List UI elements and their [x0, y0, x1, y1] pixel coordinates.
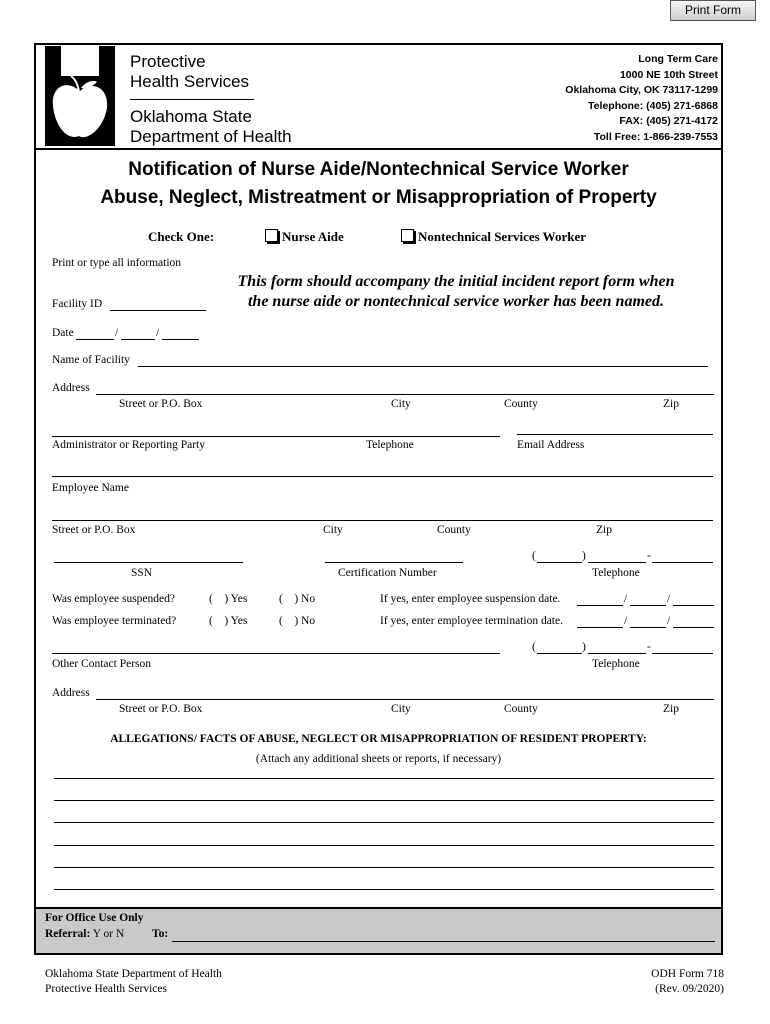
date-month-field[interactable] [76, 339, 114, 340]
other-contact-field[interactable] [52, 653, 500, 654]
terminated-question: Was employee terminated? [52, 615, 177, 627]
contact-phone-label: Telephone [592, 658, 640, 670]
contact-phone-prefix-field[interactable] [588, 653, 646, 654]
employee-name-field[interactable] [52, 476, 713, 477]
nurse-aide-option[interactable] [265, 229, 344, 245]
date-day-field[interactable] [121, 339, 155, 340]
administrator-field[interactable] [52, 436, 500, 437]
terminated-no-label: No [301, 615, 316, 627]
contact-city: Oklahoma City, OK 73117-1299 [565, 84, 718, 96]
form-title-line2: Abuse, Neglect, Mistreatment or Misappropriation of Property [100, 187, 657, 208]
employee-phone-area-field[interactable] [537, 562, 582, 563]
form-title-line1: Notification of Nurse Aide/Nontechnical Service Worker [128, 159, 629, 180]
org-name-line1: Protective [130, 52, 206, 71]
contact-phone-line-field[interactable] [652, 653, 713, 654]
employee-phone-label: Telephone [592, 567, 640, 579]
ssn-field[interactable] [54, 562, 243, 563]
office-use-title: For Office Use Only [45, 912, 144, 924]
nurse-aide-checkbox[interactable] [265, 229, 278, 242]
street-caption: Street or P.O. Box [119, 398, 203, 410]
terminated-no-option[interactable]: ( ) No [279, 615, 316, 627]
contact-address-label: Address [52, 687, 90, 699]
suspension-year-field[interactable] [673, 605, 714, 606]
employee-city-caption: City [323, 524, 343, 536]
header-divider [36, 148, 721, 150]
footer-org: Oklahoma State Department of Health [45, 968, 222, 980]
org-divider [130, 99, 254, 100]
contact-block [565, 52, 718, 145]
employee-zip-caption: Zip [596, 524, 612, 536]
allegations-line-1[interactable] [54, 778, 714, 779]
facility-address-field[interactable] [96, 394, 714, 395]
certification-label: Certification Number [338, 567, 437, 579]
allegations-line-2[interactable] [54, 800, 714, 801]
print-instruction: Print or type all information [52, 257, 182, 269]
employee-address-field[interactable] [52, 520, 713, 521]
termination-day-field[interactable] [630, 627, 666, 628]
employee-phone-prefix-field[interactable] [588, 562, 646, 563]
terminated-yes-label: Yes [230, 615, 248, 627]
termination-date-label: If yes, enter employee termination date. [380, 615, 563, 627]
contact-phone-area-field[interactable] [537, 653, 582, 654]
referral-label: Referral: [45, 928, 91, 940]
facility-address-label: Address [52, 382, 90, 394]
terminated-yes-option[interactable]: ( ) Yes [209, 615, 248, 627]
allegations-line-6[interactable] [54, 889, 714, 890]
ssn-label: SSN [131, 567, 153, 579]
county-caption: County [504, 398, 538, 410]
date-label: Date [52, 327, 74, 339]
nontechnical-checkbox[interactable] [401, 229, 414, 242]
odh-logo [45, 46, 115, 146]
facility-id-label: Facility ID [52, 298, 103, 310]
employee-county-caption: County [437, 524, 471, 536]
certification-field[interactable] [325, 562, 463, 563]
to-field[interactable] [172, 941, 715, 942]
date-year-field[interactable] [162, 339, 199, 340]
allegations-line-4[interactable] [54, 845, 714, 846]
facility-name-field[interactable] [138, 366, 708, 367]
allegations-line-3[interactable] [54, 822, 714, 823]
note-line2: the nurse aide or nontechnical service worker has been named. [247, 293, 664, 310]
check-one-label: Check One: [148, 229, 215, 244]
admin-telephone-label: Telephone [366, 439, 414, 451]
allegations-heading: ALLEGATIONS/ FACTS OF ABUSE, NEGLECT OR MISAPPROPRIATION OF RESIDENT PROPERTY: [110, 733, 647, 745]
contact-zip-caption: Zip [663, 703, 679, 715]
suspension-month-field[interactable] [577, 605, 623, 606]
nontechnical-option[interactable] [401, 229, 586, 245]
referral-row [45, 928, 124, 940]
form-number: ODH Form 718 [651, 968, 724, 980]
facility-name-label: Name of Facility [52, 354, 130, 366]
suspension-day-field[interactable] [630, 605, 666, 606]
contact-county-caption: County [504, 703, 538, 715]
suspended-yes-option[interactable]: ( ) Yes [209, 593, 248, 605]
org-name-line2: Health Services [130, 72, 250, 91]
note-line1: This form should accompany the initial incident report form when [237, 273, 675, 290]
org-name-line3: Oklahoma State [130, 107, 252, 126]
contact-city-caption: City [391, 703, 411, 715]
contact-street: 1000 NE 10th Street [619, 68, 718, 81]
contact-address-field[interactable] [96, 699, 714, 700]
termination-year-field[interactable] [673, 627, 714, 628]
instruction-note [216, 272, 696, 312]
suspended-no-option[interactable]: ( ) No [279, 593, 316, 605]
employee-name-label: Employee Name [52, 482, 129, 494]
footer-division: Protective Health Services [45, 983, 167, 995]
email-label: Email Address [517, 439, 585, 451]
employee-phone-line-field[interactable] [652, 562, 713, 563]
allegations-subheading: (Attach any additional sheets or reports, if necessary) [255, 753, 502, 765]
nurse-aide-label: Nurse Aide [282, 229, 344, 244]
to-label: To: [152, 928, 169, 940]
email-field[interactable] [517, 434, 713, 435]
print-form-button[interactable]: Print Form [670, 0, 756, 21]
footer-right [651, 967, 724, 997]
zip-caption: Zip [663, 398, 679, 410]
contact-fax: FAX: (405) 271-4172 [619, 115, 718, 127]
suspension-date-label: If yes, enter employee suspension date. [380, 593, 561, 605]
org-name-line4: Department of Health [130, 127, 292, 146]
suspended-yes-label: Yes [230, 593, 248, 605]
termination-month-field[interactable] [577, 627, 623, 628]
city-caption: City [391, 398, 411, 410]
footer-left [45, 967, 222, 997]
nontechnical-label: Nontechnical Services Worker [418, 229, 587, 244]
other-contact-label: Other Contact Person [52, 658, 152, 670]
facility-id-field[interactable] [110, 310, 206, 311]
contact-street-caption: Street or P.O. Box [119, 703, 203, 715]
employee-street-caption: Street or P.O. Box [52, 524, 136, 536]
allegations-line-5[interactable] [54, 867, 714, 868]
contact-dept: Long Term Care [638, 53, 718, 65]
contact-tollfree: Toll Free: 1-866-239-7553 [593, 130, 718, 143]
contact-phone: Telephone: (405) 271-6868 [588, 99, 718, 112]
suspended-question: Was employee suspended? [52, 593, 175, 605]
form-revision: (Rev. 09/2020) [655, 983, 724, 995]
suspended-no-label: No [301, 593, 316, 605]
administrator-label: Administrator or Reporting Party [52, 439, 205, 451]
referral-yn: Y or N [92, 928, 125, 940]
